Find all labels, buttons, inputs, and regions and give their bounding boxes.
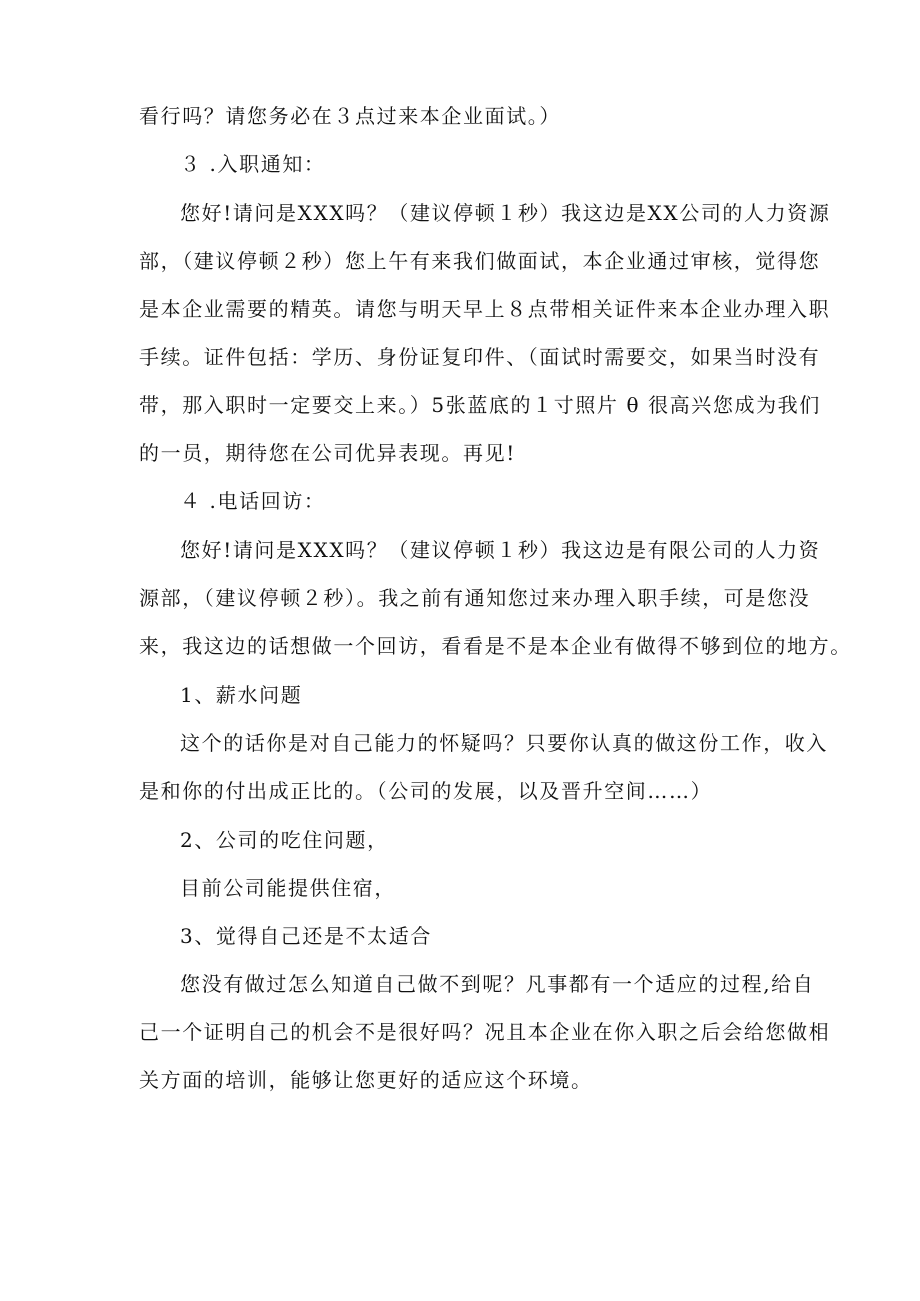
paragraph-line: 是本企业需要的精英。请您与明天早上８点带相关证件来本企业办理入职 bbox=[139, 297, 831, 321]
paragraph-line: 是和你的付出成正比的。（公司的发展，以及晋升空间……） bbox=[139, 779, 713, 803]
paragraph-line: 己一个证明自己的机会不是很好吗？况且本企业在你入职之后会给您做相 bbox=[139, 1020, 831, 1044]
paragraph-line: 手续。证件包括：学历、身份证复印件、（面试时需要交，如果当时没有 bbox=[139, 345, 821, 369]
paragraph-line: 目前公司能提供住宿， bbox=[180, 876, 396, 900]
paragraph-line: 您好!请问是XXX吗？（建议停顿１秒）我这边是XX公司的人力资源 bbox=[180, 201, 831, 225]
paragraph-line: 关方面的培训，能够让您更好的适应这个环境。 bbox=[139, 1068, 593, 1092]
paragraph-line: 看行吗？请您务必在３点过来本企业面试。） bbox=[139, 104, 561, 128]
paragraph-line: 部，（建议停顿２秒）您上午有来我们做面试，本企业通过审核，觉得您 bbox=[139, 249, 821, 273]
list-item-heading: 1、薪水问题 bbox=[180, 683, 303, 707]
section-heading: ３ .入职通知： bbox=[180, 152, 326, 176]
list-item-heading: 3、觉得自己还是不太适合 bbox=[180, 924, 432, 948]
section-heading: ４ .电话回访： bbox=[180, 489, 326, 513]
paragraph-line: 您好!请问是XXX吗？（建议停顿１秒）我这边是有限公司的人力资 bbox=[180, 538, 821, 562]
paragraph-line: 这个的话你是对自己能力的怀疑吗？只要你认真的做这份工作，收入 bbox=[180, 731, 828, 755]
paragraph-line: 来，我这边的话想做一个回访，看看是不是本企业有做得不够到位的地方。 bbox=[139, 634, 852, 658]
paragraph-line: 带，那入职时一定要交上来。）5张蓝底的１寸照片 θ 很高兴您成为我们 bbox=[139, 393, 821, 417]
list-item-heading: 2、公司的吃住问题， bbox=[180, 828, 389, 852]
paragraph-line: 源部，（建议停顿２秒）。我之前有通知您过来办理入职手续，可是您没 bbox=[139, 586, 811, 610]
paragraph-line: 您没有做过怎么知道自己做不到呢？凡事都有一个适应的过程,给自 bbox=[180, 972, 815, 996]
paragraph-line: 的一员，期待您在公司优异表现。再见! bbox=[139, 441, 516, 465]
